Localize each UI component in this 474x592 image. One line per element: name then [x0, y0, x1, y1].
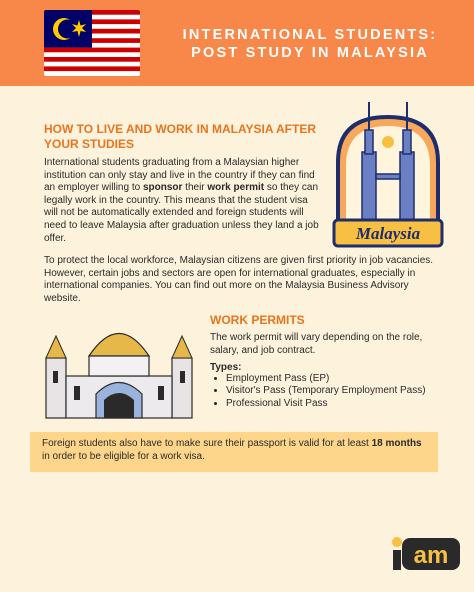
paragraph-intro	[44, 157, 322, 245]
text-span: International students graduating from a Malaysian higher institution can only stay and live in the country if they can find an employer willing to	[44, 157, 315, 194]
malaysia-flag-icon	[44, 10, 140, 76]
petronas-towers-illustration	[328, 92, 448, 257]
text-span: Foreign students also have to make sure their passport is valid for at least	[42, 438, 372, 449]
types-list	[210, 373, 426, 410]
bold-sponsor: sponsor	[142, 182, 183, 194]
text-span: their	[182, 182, 208, 194]
paragraph-work-permit: The work permit will vary depending on the role, salary, and job contract.	[210, 332, 423, 356]
mosque-illustration	[44, 316, 194, 426]
paragraph-local-workforce: To protect the local workforce, Malaysian citizens are given first priority in job vacancies. However, certain jobs and sectors are open for international graduates, especially in international companies. You can find out more on the Malaysia Business Advisory website.	[44, 255, 434, 304]
page-title	[160, 26, 460, 62]
text-span: so they can legally work in the country. This means that the student visa will not be automatically extended and foreign students will need to leave Malaysia after graduation unless they land a job offer.	[44, 182, 319, 244]
list-item: • Employment Pass (EP)	[226, 373, 426, 385]
bold-18-months: 18 months	[371, 438, 422, 449]
svg-text:am: am	[413, 542, 449, 569]
emblem-label: Malaysia	[355, 224, 421, 243]
list-item: • Visitor's Pass (Temporary Employment Pass)	[226, 385, 426, 397]
list-item: • Professional Visit Pass	[226, 398, 426, 410]
iam-logo	[390, 530, 462, 581]
bold-work-permit: work permit	[207, 182, 265, 194]
title-line-1: INTERNATIONAL STUDENTS:	[182, 27, 438, 43]
passport-note-text	[42, 438, 432, 463]
section-heading-live-work: HOW TO LIVE AND WORK IN MALAYSIA AFTER YOUR STUDIES	[44, 122, 316, 151]
header-banner	[0, 0, 474, 86]
section-heading-work-permits: WORK PERMITS	[210, 313, 305, 327]
passport-note-box	[30, 432, 438, 472]
title-line-2: POST STUDY IN MALAYSIA	[191, 45, 429, 61]
types-label: Types:	[210, 362, 242, 373]
text-span: in order to be eligible for a work visa.	[42, 450, 205, 462]
